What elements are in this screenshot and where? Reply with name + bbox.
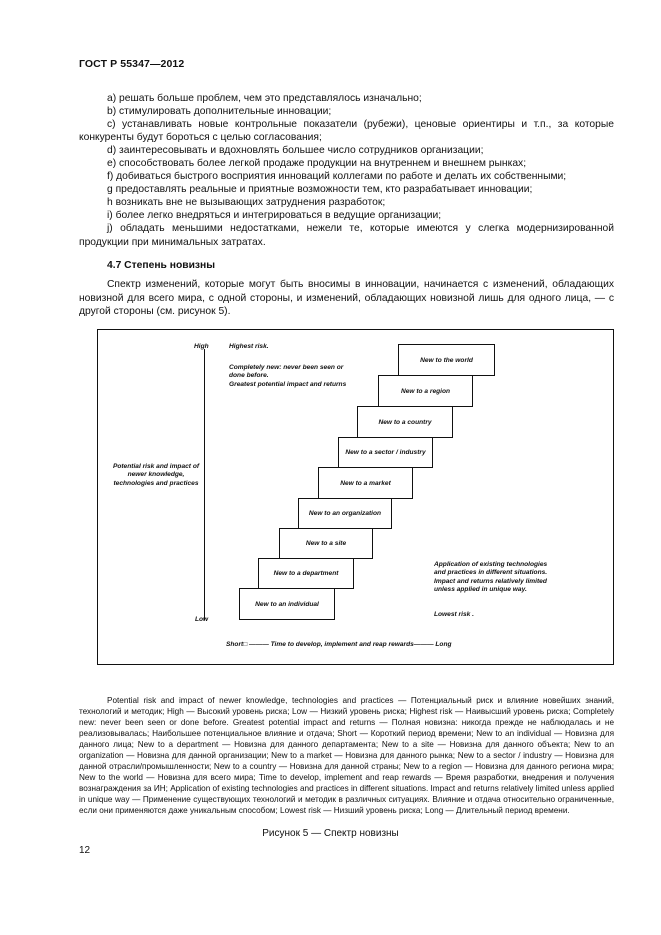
list-item: е) способствовать более легкой продаже продукции на внутреннем и внешнем рынках; — [107, 158, 527, 170]
axis-high-label: High — [194, 343, 209, 350]
list-item: а) решать больше проблем, чем это представлялось изначально; — [107, 93, 422, 104]
section-title: 4.7 Степень новизны — [107, 260, 216, 271]
step-new-to-a-region: New to a region — [378, 375, 473, 407]
step-new-to-an-individual: New to an individual — [239, 588, 335, 620]
top-note-highest-risk: Highest risk. — [229, 343, 269, 350]
y-axis-label: Potential risk and impact of newer knowledge, technologies and practices — [112, 463, 200, 487]
list-item: d) заинтересовывать и вдохновлять большее число сотрудников организации; — [107, 145, 484, 157]
novelty-spectrum-figure — [97, 329, 614, 665]
step-new-to-an-organization: New to an organization — [298, 498, 392, 529]
figure-caption: Рисунок 5 — Спектр новизны — [262, 828, 399, 839]
document-header: ГОСТ Р 55347—2012 — [79, 58, 185, 70]
list-item: g предоставлять реальные и приятные возможности тем, кто разрабатывает инновации; — [107, 184, 533, 196]
step-new-to-a-site: New to a site — [279, 528, 373, 559]
section-paragraph: Спектр изменений, которые могут быть вносимы в инновации, начинается с изменений, обладающих новизной для всего мира, с одной стороны, и изменений, обладающих новизной лишь для одного лица, — с другой стороны (см. рисунок 5). — [79, 279, 614, 317]
step-new-to-the-world: New to the world — [398, 344, 495, 376]
list-item: f) добиваться быстрого восприятия инноваций коллегами по работе и делать их собственными; — [107, 171, 567, 183]
top-note-completely-new: Completely new: never been seen or done before. — [229, 364, 344, 380]
list-item: j) обладать меньшими недостатками, нежели те, которые имеются у слегка модернизированной продукции при минимальных затратах. — [79, 223, 614, 248]
step-new-to-a-department: New to a department — [258, 558, 354, 589]
figure-legend: Potential risk and impact of newer knowledge, technologies and practices — Потенциальный риск и влияние новейших знаний, технологий и методик; High — Высокий уровень риска; Low — Низкий уровень риска; Highest risk — Наивысший уровень риска; Completely new: never been seen or done before. Greatest potential impact and returns — Полная новизна: никогда прежде не наблюдалась и не реализовывалась; Наибольшее потенциальное влияние и отдача; Short — Короткий период времени; New to an individual — Новизна для данного лица; New to a department — Новизна для данного департамента; New to a site — Новизна для данного объекта; New to an organization — Новизна для данной организации; New to a market — Новизна для данного рынка; New to a sector / industry — Новизна для данной отрасли/промышленности; New to a country — Новизна для данной страны; New to a region — Новизна для данного региона мира; New to the world — Новизна для всего мира; Time to develop, implement and reap rewards — Время разработки, внедрения и получения вознаграждения за ИН; Application of existing technologies and practices in different situations. Impact and returns relatively limited unless applied in unique way — Применение существующих технологий и методик в различных ситуациях. Влияние и отдача относительно ограниченные, если они применяются даже уникальным способом; Lowest risk — Низший уровень риска; Long — Длительный период времени. — [79, 696, 614, 816]
bottom-note-lowest-risk: Lowest risk . — [434, 611, 474, 618]
list-item: h возникать вне не вызывающих затруднения разработок; — [107, 197, 386, 209]
y-axis-line — [204, 349, 205, 620]
benefits-list — [79, 92, 614, 249]
step-new-to-a-country: New to a country — [357, 406, 453, 438]
top-note-greatest-impact: Greatest potential impact and returns — [229, 381, 347, 388]
axis-low-label: Low — [195, 616, 209, 623]
step-new-to-a-market: New to a market — [318, 467, 413, 499]
list-item: i) более легко внедряться и интегрироваться в ведущие организации; — [107, 210, 442, 222]
step-new-to-a-sector-industry: New to a sector / industry — [338, 437, 433, 468]
list-item: с) устанавливать новые контрольные показатели (рубежи), ценовые ориентиры и т.п., за которые конкуренты будут бороться с целью согласования; — [79, 119, 614, 144]
list-item: b) стимулировать дополнительные инновации; — [107, 106, 332, 118]
page-number: 12 — [79, 845, 91, 856]
x-axis-label: Short□ ——— Time to develop, implement and reap rewards——— Long — [226, 641, 452, 648]
bottom-note-existing-technologies: Application of existing technologies and practices in different situations. Impact and returns relatively limited unless applied in unique way. — [434, 561, 548, 594]
